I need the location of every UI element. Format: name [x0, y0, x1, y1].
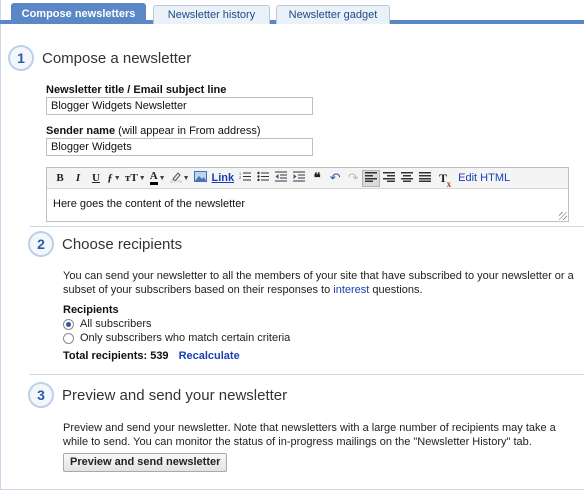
chevron-down-icon: ▼: [138, 174, 146, 182]
blockquote-button[interactable]: [308, 170, 326, 187]
remove-formatting-icon: T x: [439, 170, 452, 189]
radio-button[interactable]: [63, 333, 74, 344]
align-right-icon: [383, 172, 395, 185]
indent-icon: [293, 171, 305, 185]
radio-button-selected[interactable]: [63, 319, 74, 330]
align-center-icon: [401, 172, 413, 185]
recipients-description-end: questions.: [369, 284, 423, 296]
align-left-icon: [365, 172, 377, 185]
chevron-down-icon: ▼: [158, 174, 166, 182]
sender-input[interactable]: [46, 138, 313, 156]
sender-label: [46, 125, 261, 137]
tab-bar: [0, 0, 584, 24]
bullet-list-icon: [257, 171, 269, 185]
tab-newsletter-history[interactable]: Newsletter history: [153, 5, 270, 24]
step1-title: Compose a newsletter: [42, 49, 192, 67]
align-right-button[interactable]: [380, 170, 398, 187]
radio-all-subscribers[interactable]: [63, 318, 152, 330]
remove-formatting-button[interactable]: [434, 170, 452, 187]
interest-link[interactable]: interest: [333, 284, 370, 296]
recipients-label: Recipients: [63, 304, 119, 316]
chevron-down-icon: ▼: [113, 174, 121, 182]
image-icon: [194, 171, 207, 185]
outdent-button[interactable]: [272, 170, 290, 187]
radio-all-subscribers-label: All subscribers: [80, 318, 152, 330]
total-recipients-text: Total recipients: 539: [63, 350, 169, 362]
recalculate-link[interactable]: Recalculate: [178, 350, 240, 362]
bullet-list-button[interactable]: [254, 170, 272, 187]
redo-icon: ↷: [347, 170, 359, 185]
numbered-list-icon: [239, 171, 251, 185]
step2-number-badge: 2: [28, 231, 54, 257]
tab-compose-newsletters[interactable]: Compose newsletters: [11, 3, 146, 24]
radio-matching-subscribers[interactable]: [63, 332, 290, 344]
redo-button[interactable]: [344, 170, 362, 187]
step1-number-badge: 1: [8, 45, 34, 71]
editor-content[interactable]: Here goes the content of the newsletter: [53, 198, 246, 210]
highlight-button[interactable]: [168, 170, 192, 187]
editor-toolbar: [47, 168, 568, 189]
font-size-button[interactable]: [123, 170, 148, 187]
undo-icon: ↶: [329, 170, 341, 185]
resize-handle[interactable]: [559, 212, 567, 220]
text-color-icon: A: [150, 171, 158, 185]
chevron-down-icon: ▼: [182, 174, 190, 182]
italic-button[interactable]: I: [75, 172, 81, 184]
recipients-description-text: You can send your newsletter to all the members of your site that have subscribed to your newsletter or a subset of your subscribers based on their responses to: [63, 270, 574, 296]
quote-icon: ❝: [313, 170, 321, 185]
align-center-button[interactable]: [398, 170, 416, 187]
svg-text:1: 1: [239, 171, 242, 176]
subject-input[interactable]: [46, 97, 313, 115]
underline-button[interactable]: U: [92, 172, 100, 184]
step3-header: [28, 378, 287, 412]
total-recipients: [63, 350, 240, 362]
text-color-button[interactable]: [148, 170, 168, 187]
align-left-button[interactable]: [362, 170, 380, 187]
step3-number-badge: 3: [28, 382, 54, 408]
step1-header: [8, 41, 191, 75]
step2-header: [28, 227, 182, 261]
font-size-icon: тT: [125, 172, 138, 184]
link-button[interactable]: Link: [211, 172, 235, 184]
font-family-icon: ƒ: [107, 172, 113, 184]
svg-text:2: 2: [239, 175, 242, 180]
divider: [30, 374, 584, 375]
sender-hint: (will appear in From address): [118, 125, 261, 137]
radio-matching-subscribers-label: Only subscribers who match certain criteria: [80, 332, 291, 344]
highlighter-icon: [170, 171, 182, 186]
justify-icon: [419, 172, 431, 185]
indent-button[interactable]: [290, 170, 308, 187]
outdent-icon: [275, 171, 287, 185]
recipients-description: [63, 269, 575, 297]
numbered-list-button[interactable]: [236, 170, 254, 187]
subject-label: Newsletter title / Email subject line: [46, 84, 227, 96]
undo-button[interactable]: [326, 170, 344, 187]
justify-button[interactable]: [416, 170, 434, 187]
step3-title: Preview and send your newsletter: [62, 386, 288, 404]
edit-html-link[interactable]: Edit HTML: [458, 172, 511, 184]
rich-text-editor: [46, 167, 569, 222]
send-description: Preview and send your newsletter. Note that newsletters with a large number of recipients may take a while to send. You can monitor the status of in-progress mailings on the "Newsletter History" tab.: [63, 422, 556, 448]
bold-button[interactable]: B: [56, 172, 64, 184]
sender-label-text: Sender name: [46, 125, 116, 137]
font-family-button[interactable]: [105, 170, 123, 187]
preview-and-send-button[interactable]: Preview and send newsletter: [63, 453, 227, 472]
step2-title: Choose recipients: [62, 235, 183, 253]
insert-image-button[interactable]: [192, 170, 210, 187]
tab-newsletter-gadget[interactable]: Newsletter gadget: [276, 5, 390, 24]
